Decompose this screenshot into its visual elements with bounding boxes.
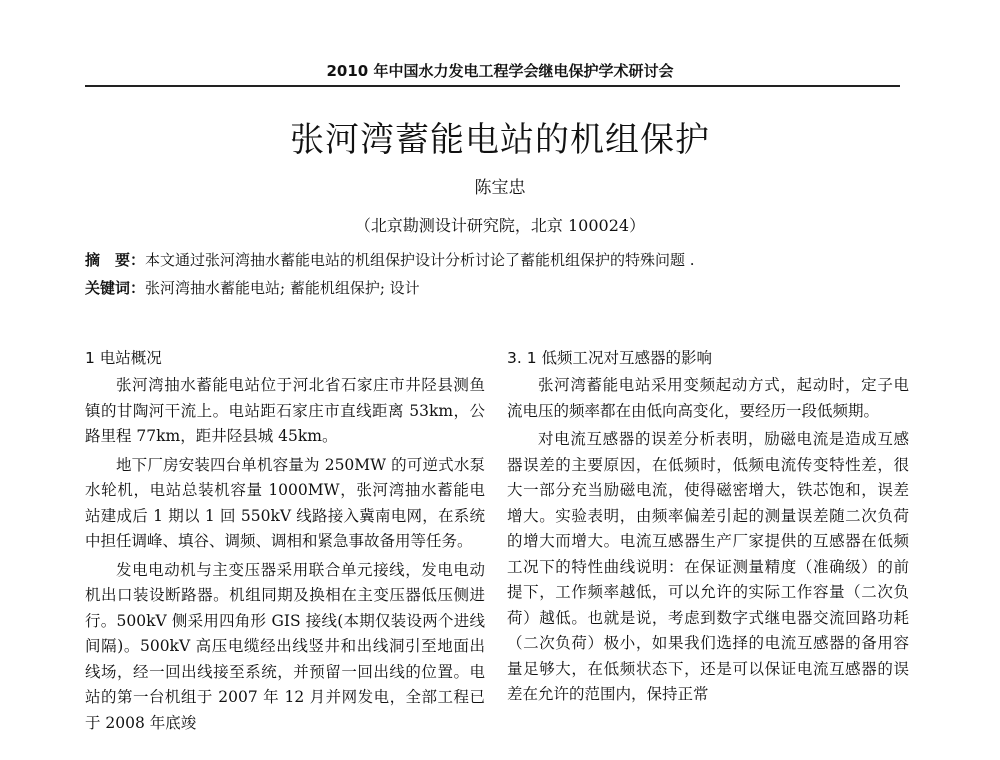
left-column [85,345,485,739]
paragraph: 对电流互感器的误差分析表明，励磁电流是造成互感器误差的主要原因，在低频时，低频电流传变特性差，很大一部分充当励磁电流，使得磁密增大，铁芯饱和，误差增大。实验表明，由频率偏差引起的测量误差随二次负荷的增大而增大。电流互感器生产厂家提供的互感器在低频工况下的特性曲线说明：在保证测量精度（准确级）的前提下，工作频率越低，可以允许的实际工作容量（二次负荷）越低。也就是说，考虑到数字式继电器交流回路功耗（二次负荷）极小，如果我们选择的电流互感器的备用容量足够大，在低频状态下，还是可以保证电流互感器的误差在允许的范围内，保持正常 [507,430,909,703]
section-heading-low-frequency: 3. 1 低频工况对互感器的影响 [507,349,713,367]
abstract-text: 本文通过张河湾抽水蓄能电站的机组保护设计分析讨论了蓄能机组保护的特殊问题 . [145,251,695,269]
paragraph: 地下厂房安装四台单机容量为 250MW 的可逆式水泵水轮机，电站总装机容量 1000MW，张河湾抽水蓄能电站建成后 1 期以 1 回 550kV 线路接入冀南电网，在系统中担任调峰、填谷、调频、调相和紧急事故备用等任务。 [85,455,485,550]
abstract-label: 摘 要： [85,251,146,269]
author-affiliation: （北京勘测设计研究院，北京 100024） [354,216,646,235]
abstract [85,249,915,270]
paragraph: 张河湾抽水蓄能电站位于河北省石家庄市井陉县测鱼镇的甘陶河干流上。电站距石家庄市直线距离 53km，公路里程 77km，距井陉县城 45km。 [85,376,485,445]
section-heading-overview: 1 电站概况 [85,349,162,367]
paper-title: 张河湾蓄能电站的机组保护 [290,120,710,160]
running-header: 2010 年中国水力发电工程学会继电保护学术研讨会 [326,62,674,80]
header-rule [85,85,900,87]
author-name: 陈宝忠 [474,178,526,198]
keywords-text: 张河湾抽水蓄能电站; 蓄能机组保护; 设计 [145,279,420,297]
paragraph: 发电电动机与主变压器采用联合单元接线，发电电动机出口装设断路器。机组同期及换相在主变压器低压侧进行。500kV 侧采用四角形 GIS 接线(本期仅装设两个进线间隔)。500kV 高压电缆经出线竖井和出线洞引至地面出线场，经一回出线接至系统，并预留一回出线的位置。电站的第一台机组于 2007 年 12 月并网发电，全部工程已于 2008 年底竣 [85,560,485,732]
keywords [85,277,915,298]
paragraph: 张河湾蓄能电站采用变频起动方式，起动时，定子电流电压的频率都在由低向高变化，要经历一段低频期。 [507,376,909,420]
right-column [507,345,909,711]
keywords-label: 关键词： [85,279,146,297]
